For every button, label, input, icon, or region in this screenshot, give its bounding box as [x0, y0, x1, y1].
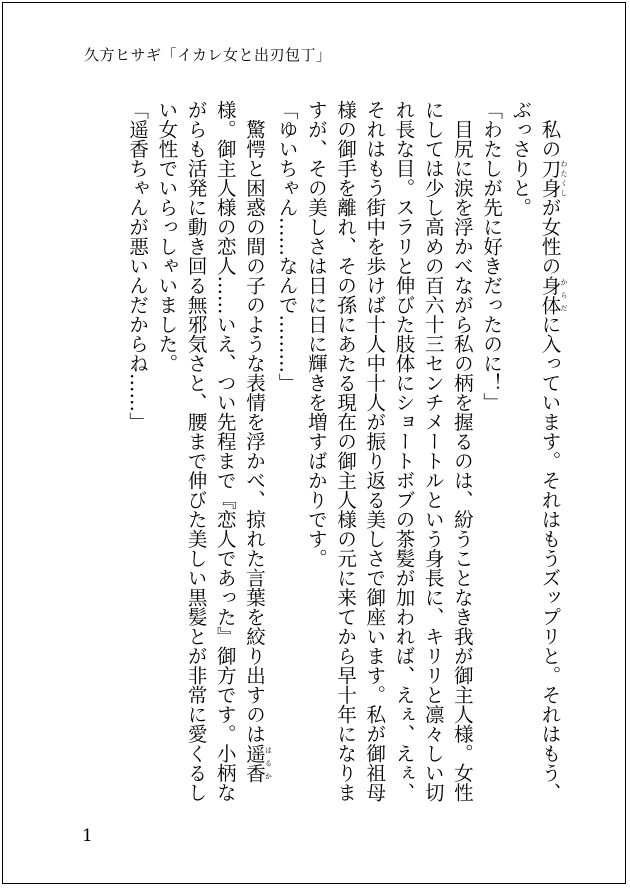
running-title: 久方ヒサギ「イカレ女と出刃包丁」 [84, 46, 332, 64]
page-number: 1 [82, 826, 93, 846]
text-segment: が女性の [538, 197, 562, 276]
text-segment: 様。御主人様の恋人……いえ、つい先程まで『恋人であった』御方です。小柄ながらも活発に動き回る無邪気さと、腰まで伸びた美しい黒髪とが非常に愛くるしい女性でいらっしゃいました。 [155, 100, 237, 802]
ruby-reading: わたくし [560, 158, 568, 198]
ruby-word [242, 743, 273, 783]
paragraph-1 [506, 100, 568, 810]
ruby-reading: はるか [264, 743, 273, 783]
ruby-base: 刀身 [538, 158, 562, 198]
text-segment: に入っています。それはもうズップリと。それはもう、ぶっさりと。 [509, 100, 562, 802]
vertical-body-text [82, 100, 568, 810]
ruby-base: 身体 [538, 275, 562, 315]
text-segment: 私の [538, 100, 562, 159]
paragraph-2: 「わたしが先に好きだったのに！」 [480, 100, 504, 412]
text-segment: 驚愕と困惑の間の子のような表情を浮かべ、掠れた言葉を絞り出すのは [242, 100, 266, 744]
paragraph-4: 「ゆいちゃん……なんで………」 [275, 100, 299, 393]
ruby-base: 遥香 [242, 743, 266, 783]
paragraph-5 [152, 100, 272, 810]
ruby-reading: からだ [560, 275, 568, 315]
paragraph-6: 「遥香ちゃんが悪いんだからね……」 [126, 100, 150, 432]
ruby-word [538, 275, 568, 315]
paragraph-3: 目尻に涙を浮かべながら私の柄を握るのは、紛うことなき我が御主人様。女性にしては少し高めの百六十三センチメートルという身長に、キリリと凛々しい切れ長な目。スラリと伸びた肢体にショートボブの茶髪が加われば、えぇ、えぇ、それはもう街中を歩けば十人中十人が振り返る美しさで御座います。私が御祖母様の御手を離れ、その孫にあたる現在の御主人様の元に来てから早十年になりますが、その美しさは日に日に輝きを増すばかりです。 [304, 100, 474, 802]
ruby-word [538, 158, 568, 198]
